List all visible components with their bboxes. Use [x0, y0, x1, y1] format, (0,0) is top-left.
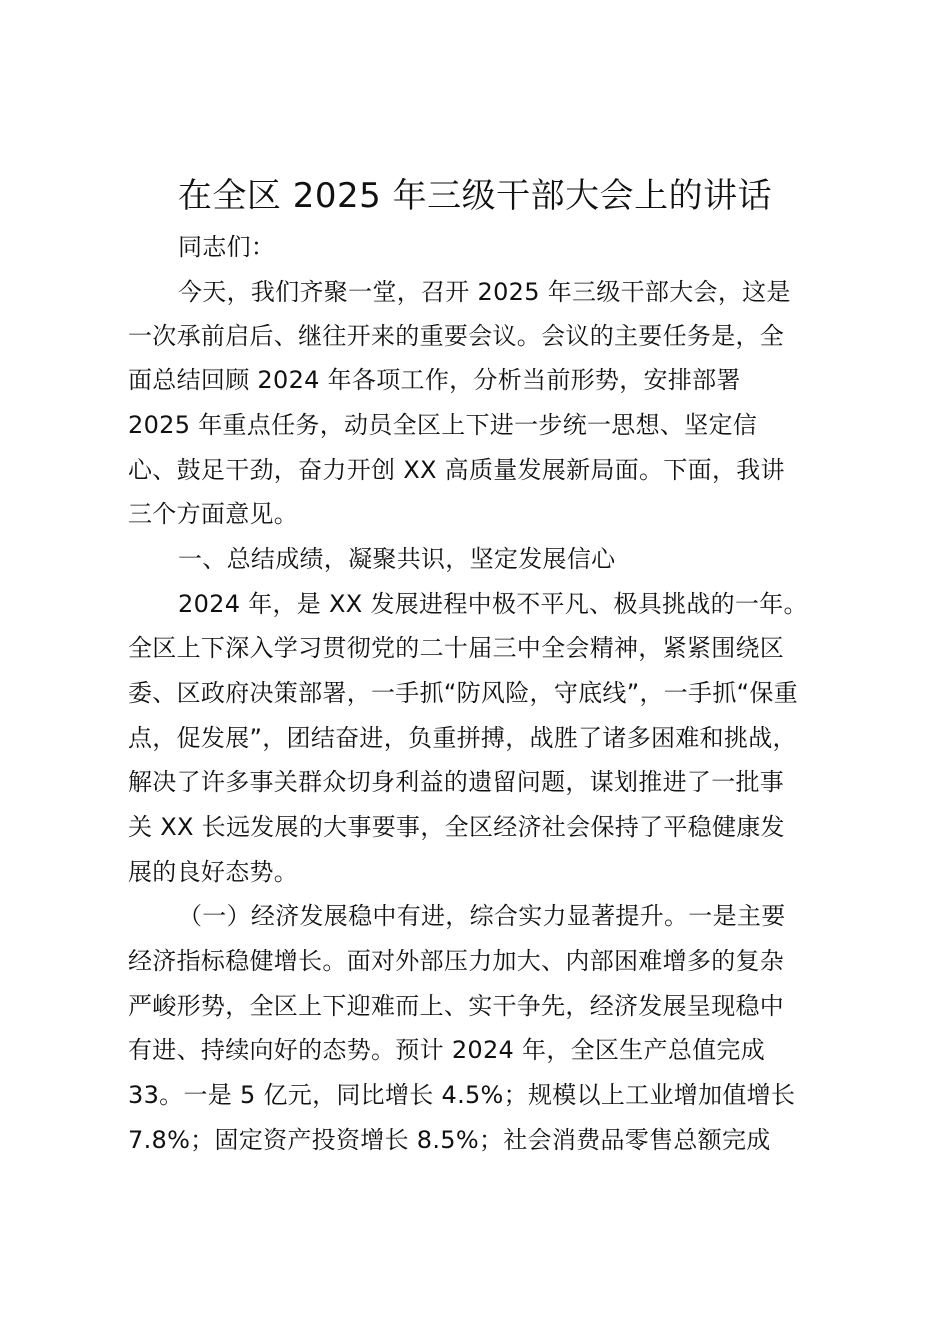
paragraph-line: 解决了许多事关群众切身利益的遗留问题，谋划推进了一批事 [128, 768, 785, 796]
paragraph-line: 7.8%；固定资产投资增长 8.5%；社会消费品零售总额完成 [128, 1126, 771, 1154]
salutation: 同志们： [178, 233, 276, 261]
paragraph-line: 关 XX 长远发展的大事要事，全区经济社会保持了平稳健康发 [128, 813, 785, 841]
paragraph-line: 全区上下深入学习贯彻党的二十届三中全会精神，紧紧围绕区 [128, 634, 785, 662]
paragraph-line: 三个方面意见。 [128, 500, 299, 528]
paragraph-line: 严峻形势，全区上下迎难而上、实干争先，经济发展呈现稳中 [128, 992, 785, 1020]
subsection-line: （一）经济发展稳中有进，综合实力显著提升。一是主要 [178, 902, 786, 930]
paragraph-line: 一次承前启后、继往开来的重要会议。会议的主要任务是，全 [128, 322, 785, 350]
paragraph-line: 今天，我们齐聚一堂，召开 2025 年三级干部大会，这是 [178, 278, 791, 306]
paragraph-line: 33。一是 5 亿元，同比增长 4.5%；规模以上工业增加值增长 [128, 1081, 796, 1109]
paragraph-line: 心、鼓足干劲，奋力开创 XX 高质量发展新局面。下面，我讲 [128, 456, 785, 484]
paragraph-line: 有进、持续向好的态势。预计 2024 年，全区生产总值完成 [128, 1036, 766, 1064]
paragraph-line: 经济指标稳健增长。面对外部压力加大、内部困难增多的复杂 [128, 947, 785, 975]
paragraph-line: 点，促发展”，团结奋进，负重拼搏，战胜了诸多困难和挑战， [128, 724, 797, 752]
paragraph-line: 2025 年重点任务，动员全区上下进一步统一思想、坚定信 [128, 411, 758, 439]
paragraph-line: 面总结回顾 2024 年各项工作，分析当前形势，安排部署 [128, 366, 741, 394]
document-title: 在全区 2025 年三级干部大会上的讲话 [177, 176, 773, 216]
section-heading: 一、总结成绩，凝聚共识，坚定发展信心 [178, 545, 616, 573]
paragraph-line: 展的良好态势。 [128, 858, 299, 886]
paragraph-line: 2024 年，是 XX 发展进程中极不平凡、极具挑战的一年。 [178, 590, 808, 618]
paragraph-line: 委、区政府决策部署，一手抓“防风险，守底线”，一手抓“保重 [128, 679, 798, 707]
